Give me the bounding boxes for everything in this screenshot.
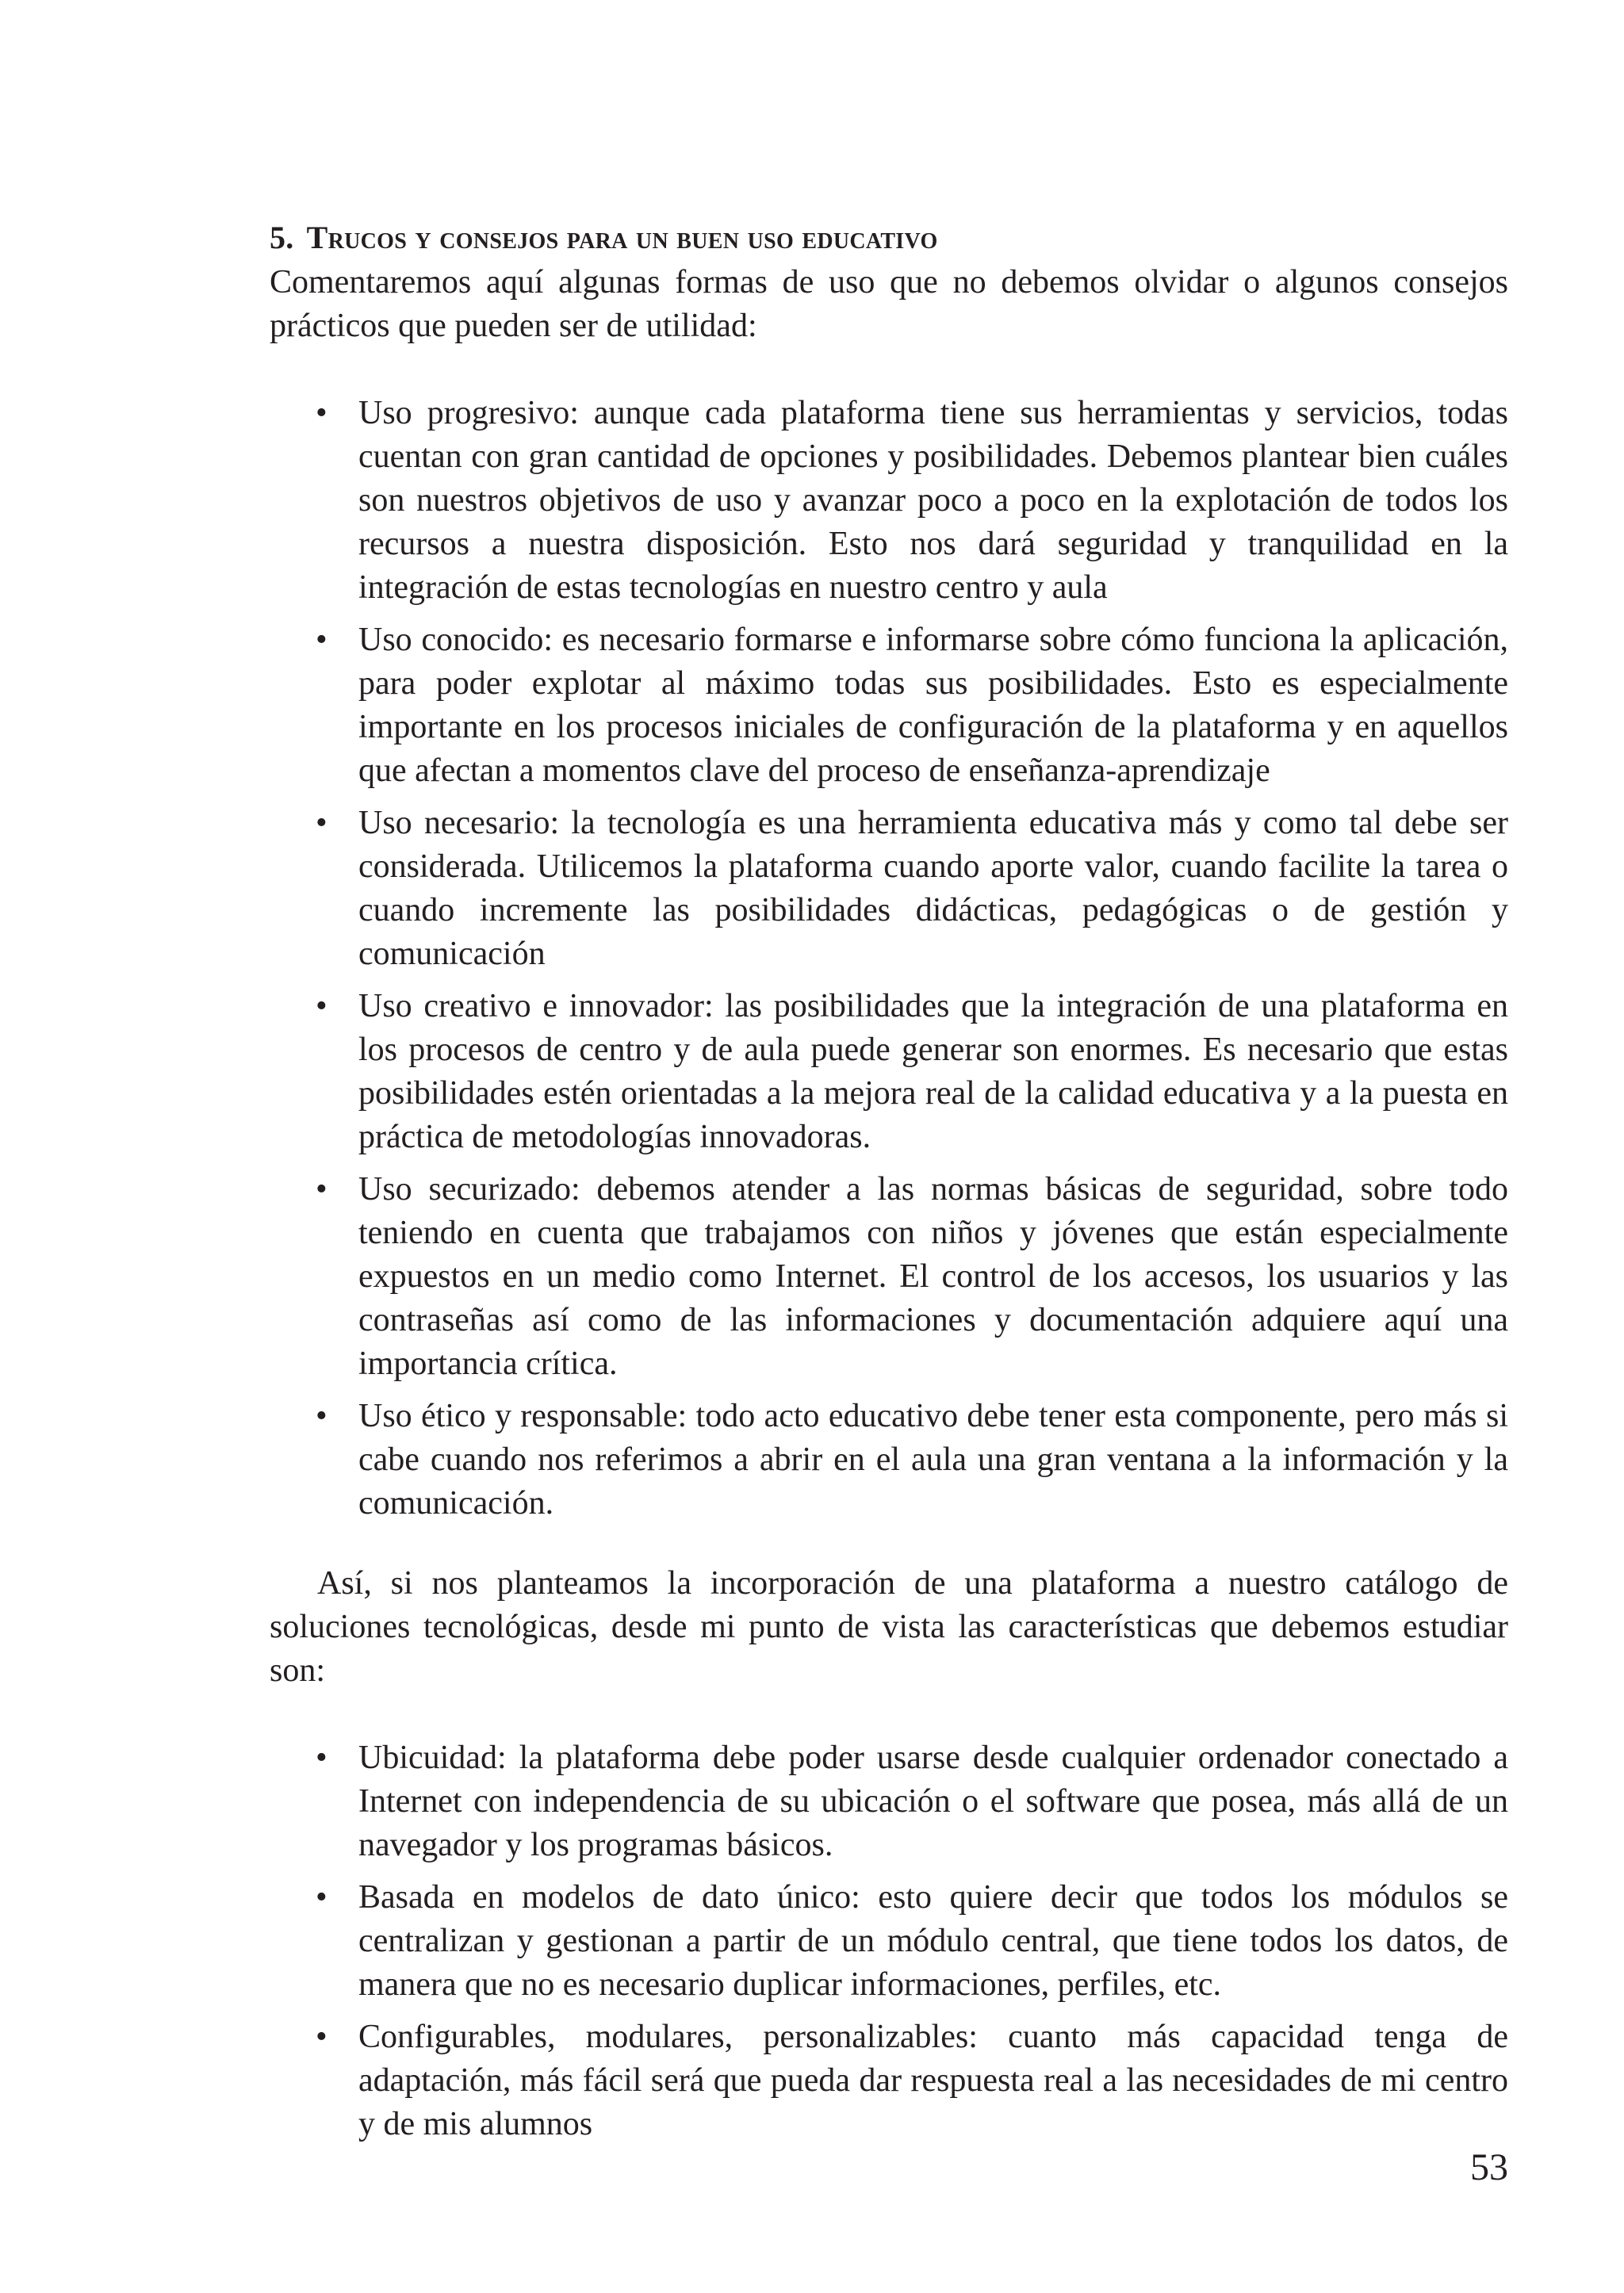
bullet-icon: • [316, 622, 327, 658]
page-number: 53 [1470, 2146, 1508, 2188]
list-item [270, 392, 1508, 610]
bullet-icon: • [316, 395, 327, 431]
list-item-text: Uso progresivo: aunque cada plataforma tiene sus herramientas y servicios, todas cuentan con gran cantidad de opciones y posibilidades. Debemos plantear bien cuáles son nuestros objetivos de uso y avanzar poco a poco en la explotación de todos los recursos a nuestra disposición. Esto nos dará seguridad y tranquilidad en la integración de estas tecnologías en nuestro centro y aula [358, 395, 1508, 606]
section-heading [270, 216, 1508, 259]
intro-paragraph: Comentaremos aquí algunas formas de uso que no debemos olvidar o algunos consejos prácticos que pueden ser de utilidad: [270, 264, 1508, 344]
list-item [270, 618, 1508, 793]
list-item-text: Uso necesario: la tecnología es una herramienta educativa más y como tal debe ser considerada. Utilicemos la plataforma cuando aporte valor, cuando facilite la tarea o cuando incremente las posibilidades didácticas, pedagógicas o de gestión y comunicación [358, 805, 1508, 972]
section-title: Trucos y consejos para un buen uso educativo [306, 220, 938, 255]
bullet-icon: • [316, 1171, 327, 1208]
list-item [270, 2015, 1508, 2146]
bullet-icon: • [316, 1740, 327, 1776]
list-item [270, 1876, 1508, 2007]
list-item [270, 1395, 1508, 1525]
tips-list [270, 392, 1508, 1525]
bullet-icon: • [316, 805, 327, 841]
list-item [270, 1168, 1508, 1386]
list-item-text: Basada en modelos de dato único: esto quiere decir que todos los módulos se centralizan y gestionan a partir de un módulo central, que tiene todos los datos, de manera que no es necesario duplicar informaciones, perfiles, etc. [358, 1879, 1508, 2003]
body-paragraph: Así, si nos planteamos la incorporación de una plataforma a nuestro catálogo de soluciones tecnológicas, desde mi punto de vista las características que debemos estudiar son: [270, 1565, 1508, 1689]
bullet-icon: • [316, 2019, 327, 2055]
list-item-text: Uso conocido: es necesario formarse e informarse sobre cómo funciona la aplicación, para poder explotar al máximo todas sus posibilidades. Esto es especialmente importante en los procesos iniciales de configuración de la plataforma y en aquellos que afectan a momentos clave del proceso de enseñanza-aprendizaje [358, 622, 1508, 789]
page-content [270, 216, 1508, 2155]
list-item-text: Uso ético y responsable: todo acto educativo debe tener esta componente, pero más si cabe cuando nos referimos a abrir en el aula una gran ventana a la información y la comunicación. [358, 1398, 1508, 1522]
list-item [270, 802, 1508, 976]
list-item-text: Ubicuidad: la plataforma debe poder usarse desde cualquier ordenador conectado a Internet con independencia de su ubicación o el software que posea, más allá de un navegador y los programas básicos. [358, 1740, 1508, 1863]
list-item-text: Configurables, modulares, personalizables: cuanto más capacidad tenga de adaptación, más fácil será que pueda dar respuesta real a las necesidades de mi centro y de mis alumnos [358, 2019, 1508, 2142]
list-item-text: Uso securizado: debemos atender a las normas básicas de seguridad, sobre todo teniendo en cuenta que trabajamos con niños y jóvenes que están especialmente expuestos en un medio como Internet. El control de los accesos, los usuarios y las contraseñas así como de las informaciones y documentación adquiere aquí una importancia crítica. [358, 1171, 1508, 1382]
list-item [270, 985, 1508, 1159]
features-list [270, 1736, 1508, 2146]
list-item [270, 1736, 1508, 1867]
bullet-icon: • [316, 1398, 327, 1434]
bullet-icon: • [316, 1879, 327, 1916]
section-number: 5. [270, 220, 294, 255]
bullet-icon: • [316, 988, 327, 1024]
list-item-text: Uso creativo e innovador: las posibilidades que la integración de una plataforma en los procesos de centro y de aula puede generar son enormes. Es necesario que estas posibilidades estén orientadas a la mejora real de la calidad educativa y a la puesta en práctica de metodologías innovadoras. [358, 988, 1508, 1155]
